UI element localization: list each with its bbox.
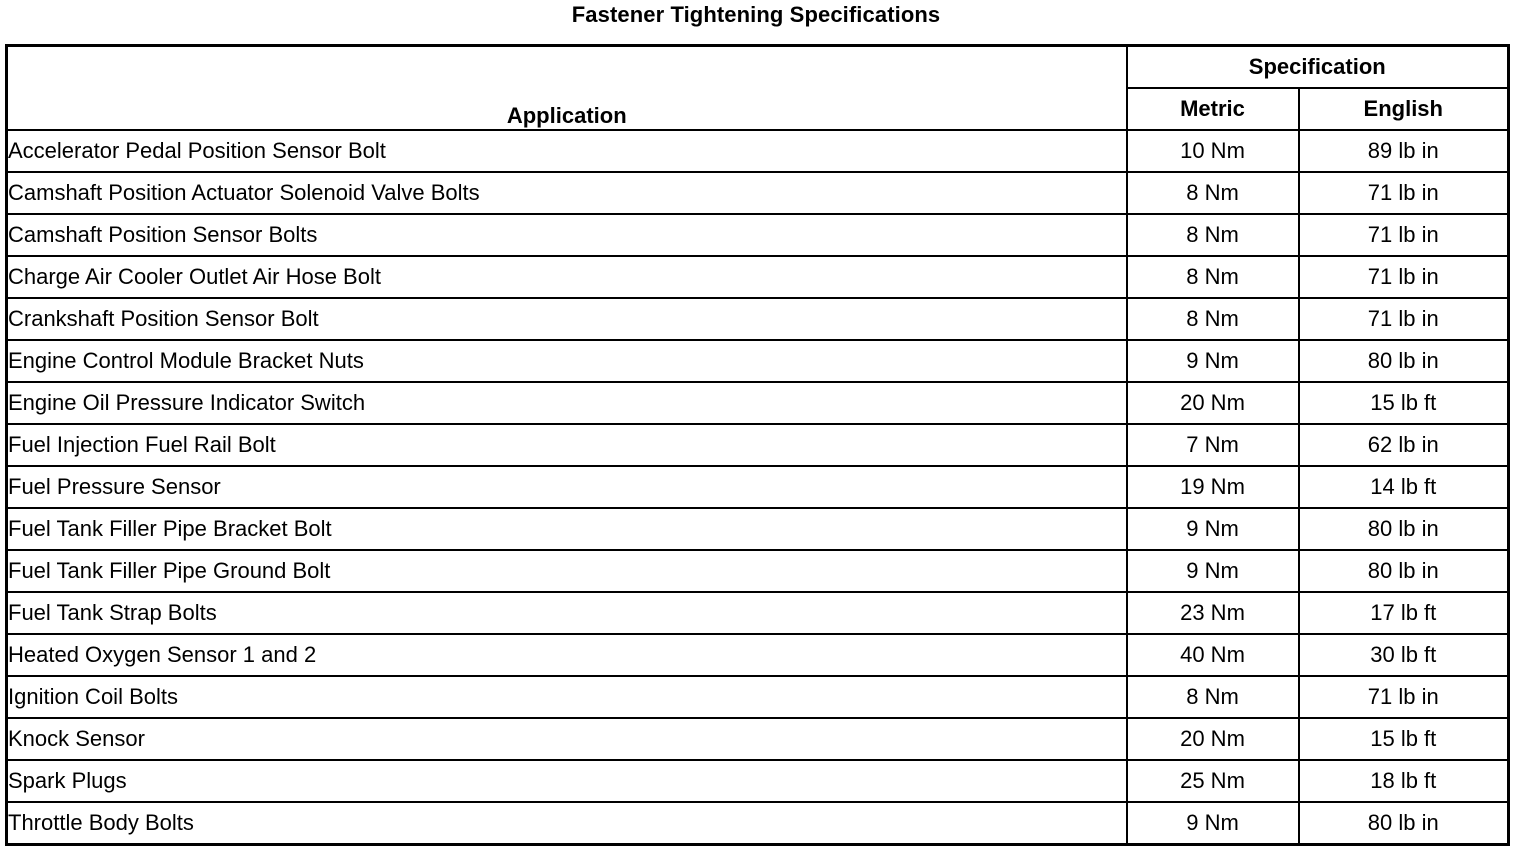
english-value-cell: 71 lb in <box>1299 676 1509 718</box>
metric-value-cell: 9 Nm <box>1127 340 1299 382</box>
english-value-cell: 89 lb in <box>1299 130 1509 172</box>
application-cell: Fuel Tank Filler Pipe Bracket Bolt <box>7 508 1127 550</box>
application-cell: Accelerator Pedal Position Sensor Bolt <box>7 130 1127 172</box>
table-row <box>7 718 1509 760</box>
fastener-spec-table <box>5 44 1510 846</box>
table-row <box>7 592 1509 634</box>
metric-value-cell: 8 Nm <box>1127 676 1299 718</box>
metric-value-cell: 19 Nm <box>1127 466 1299 508</box>
application-cell: Knock Sensor <box>7 718 1127 760</box>
metric-value-cell: 9 Nm <box>1127 550 1299 592</box>
application-cell: Engine Oil Pressure Indicator Switch <box>7 382 1127 424</box>
metric-value-cell: 8 Nm <box>1127 172 1299 214</box>
english-value-cell: 71 lb in <box>1299 172 1509 214</box>
metric-value-cell: 8 Nm <box>1127 214 1299 256</box>
english-value-cell: 15 lb ft <box>1299 382 1509 424</box>
metric-value-cell: 9 Nm <box>1127 802 1299 845</box>
table-row <box>7 550 1509 592</box>
metric-value-cell: 8 Nm <box>1127 298 1299 340</box>
application-cell: Ignition Coil Bolts <box>7 676 1127 718</box>
english-value-cell: 80 lb in <box>1299 550 1509 592</box>
application-cell: Fuel Tank Filler Pipe Ground Bolt <box>7 550 1127 592</box>
application-column-header: Application <box>7 46 1127 131</box>
metric-value-cell: 10 Nm <box>1127 130 1299 172</box>
application-cell: Crankshaft Position Sensor Bolt <box>7 298 1127 340</box>
metric-value-cell: 23 Nm <box>1127 592 1299 634</box>
application-cell: Throttle Body Bolts <box>7 802 1127 845</box>
application-cell: Camshaft Position Actuator Solenoid Valve Bolts <box>7 172 1127 214</box>
table-row <box>7 382 1509 424</box>
page-title: Fastener Tightening Specifications <box>571 2 941 27</box>
table-row <box>7 508 1509 550</box>
table-row <box>7 760 1509 802</box>
english-value-cell: 71 lb in <box>1299 298 1509 340</box>
specification-group-header: Specification <box>1127 46 1509 89</box>
table-row <box>7 340 1509 382</box>
english-value-cell: 80 lb in <box>1299 340 1509 382</box>
table-row <box>7 802 1509 845</box>
english-value-cell: 18 lb ft <box>1299 760 1509 802</box>
table-body <box>7 130 1509 845</box>
application-cell: Engine Control Module Bracket Nuts <box>7 340 1127 382</box>
english-value-cell: 80 lb in <box>1299 802 1509 845</box>
metric-value-cell: 40 Nm <box>1127 634 1299 676</box>
metric-value-cell: 9 Nm <box>1127 508 1299 550</box>
english-value-cell: 30 lb ft <box>1299 634 1509 676</box>
english-value-cell: 80 lb in <box>1299 508 1509 550</box>
table-row <box>7 424 1509 466</box>
table-row <box>7 466 1509 508</box>
metric-column-header: Metric <box>1127 88 1299 130</box>
table-header-row <box>7 46 1509 89</box>
english-value-cell: 62 lb in <box>1299 424 1509 466</box>
table-row <box>7 256 1509 298</box>
metric-value-cell: 20 Nm <box>1127 382 1299 424</box>
table-row <box>7 634 1509 676</box>
metric-value-cell: 7 Nm <box>1127 424 1299 466</box>
english-value-cell: 71 lb in <box>1299 214 1509 256</box>
metric-value-cell: 8 Nm <box>1127 256 1299 298</box>
application-cell: Heated Oxygen Sensor 1 and 2 <box>7 634 1127 676</box>
application-cell: Fuel Tank Strap Bolts <box>7 592 1127 634</box>
metric-value-cell: 20 Nm <box>1127 718 1299 760</box>
application-cell: Spark Plugs <box>7 760 1127 802</box>
metric-value-cell: 25 Nm <box>1127 760 1299 802</box>
table-row <box>7 676 1509 718</box>
table-row <box>7 298 1509 340</box>
table-row <box>7 214 1509 256</box>
english-value-cell: 15 lb ft <box>1299 718 1509 760</box>
application-cell: Fuel Pressure Sensor <box>7 466 1127 508</box>
application-cell: Fuel Injection Fuel Rail Bolt <box>7 424 1127 466</box>
english-column-header: English <box>1299 88 1509 130</box>
table-row <box>7 172 1509 214</box>
english-value-cell: 17 lb ft <box>1299 592 1509 634</box>
english-value-cell: 14 lb ft <box>1299 466 1509 508</box>
table-row <box>7 130 1509 172</box>
application-cell: Charge Air Cooler Outlet Air Hose Bolt <box>7 256 1127 298</box>
application-cell: Camshaft Position Sensor Bolts <box>7 214 1127 256</box>
english-value-cell: 71 lb in <box>1299 256 1509 298</box>
